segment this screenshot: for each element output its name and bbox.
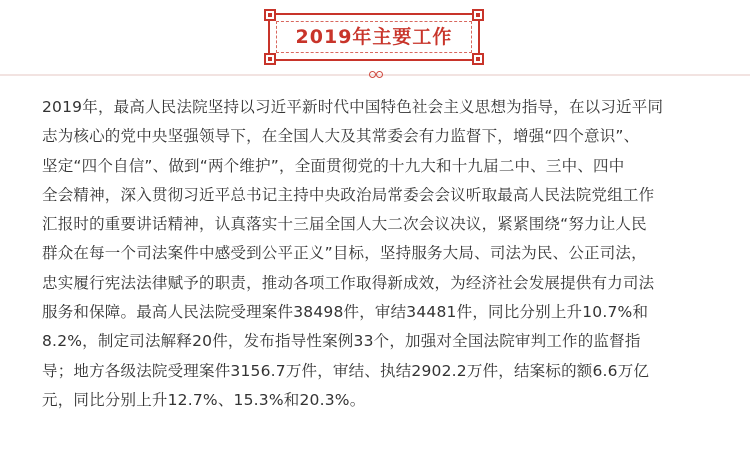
page-title: 2019年主要工作: [295, 26, 453, 48]
double-ring-ornament-icon: [367, 69, 383, 79]
paragraph-line: 志为核心的党中央坚强领导下，在全国人大及其常委会有力监督下，增强“四个意识”、: [42, 127, 640, 146]
paragraph-line: 群众在每一个司法案件中感受到公平正义”目标，坚持服务大局、司法为民、公正司法，: [42, 244, 647, 263]
paragraph-line: 2019年，最高人民法院坚持以习近平新时代中国特色社会主义思想为指导，在以习近平同: [42, 98, 664, 116]
paragraph-line: 元，同比分别上升12.7%、15.3%和20.3%。: [42, 390, 366, 409]
paragraph-line: 导；地方各级法院受理案件3156.7万件，审结、执结2902.2万件，结案标的额6.6万亿: [42, 361, 650, 380]
paragraph-line: 服务和保障。最高人民法院受理案件38498件，审结34481件，同比分别上升10.7%和: [42, 303, 649, 322]
paragraph-line: 忠实履行宪法法律赋予的职责，推动各项工作取得新成效，为经济社会发展提供有力司法: [42, 273, 655, 292]
section-title-frame: [268, 13, 480, 61]
paragraph-line: 全会精神，深入贯彻习近平总书记主持中央政治局常委会会议听取最高人民法院党组工作: [42, 185, 655, 204]
article-paragraph: [42, 93, 714, 415]
paragraph-line: 坚定“四个自信”、做到“两个维护”，全面贯彻党的十九大和十九届二中、三中、四中: [42, 156, 625, 175]
paragraph-line: 8.2%，制定司法解释20件，发布指导性案例33个，加强对全国法院审判工作的监督指: [42, 332, 641, 351]
paragraph-line: 汇报时的重要讲话精神，认真落实十三届全国人大二次会议决议，紧紧围绕“努力让人民: [42, 215, 647, 234]
